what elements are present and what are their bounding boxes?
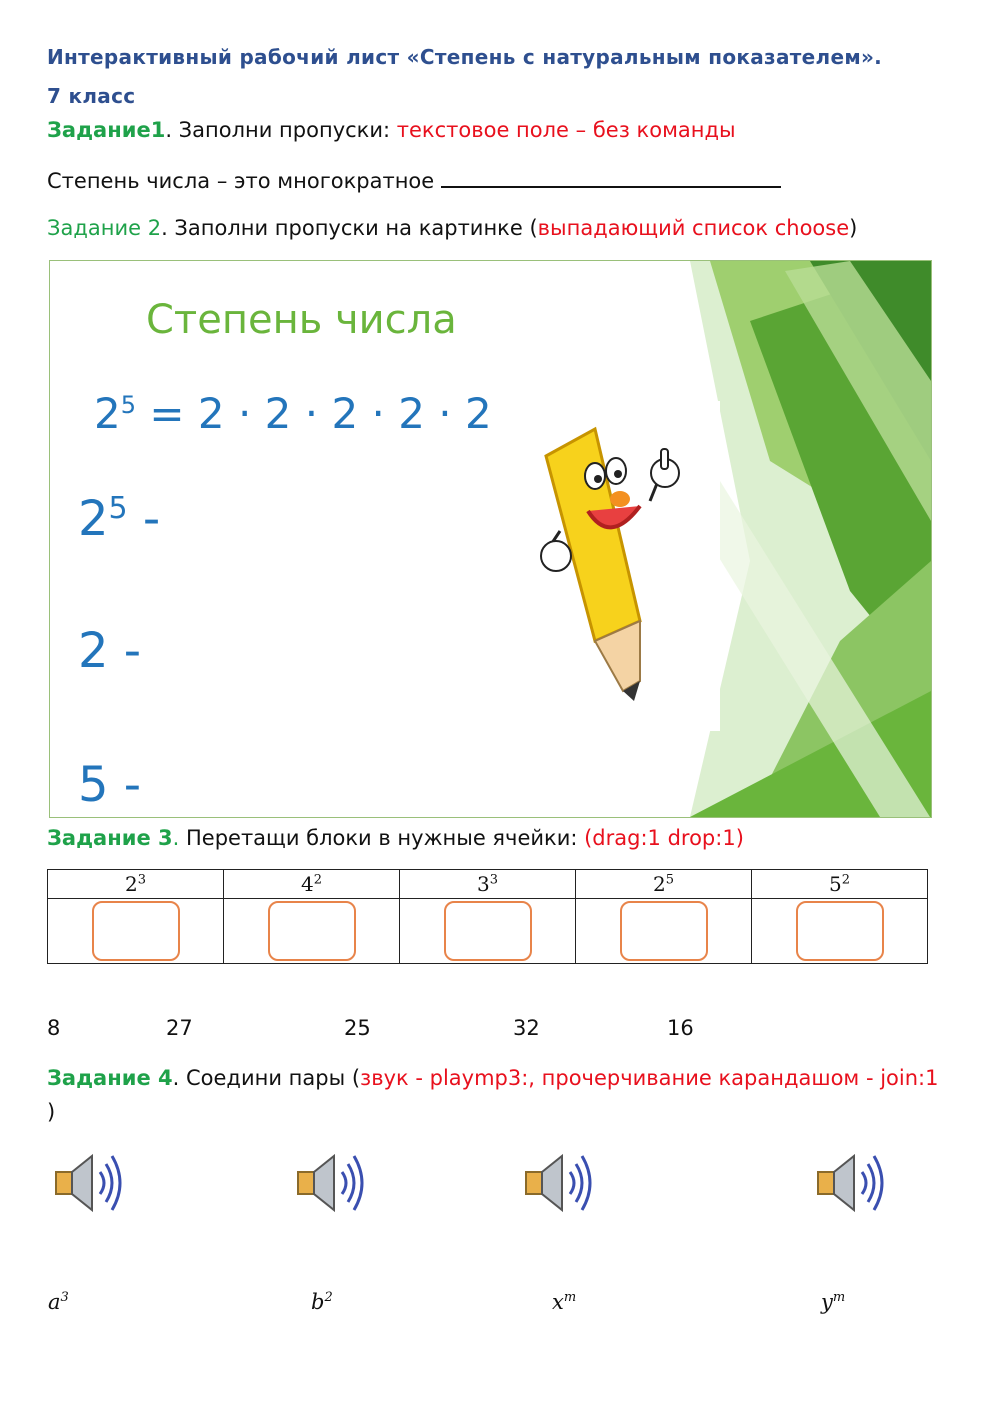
task1-heading: Задание1. Заполни пропуски: текстовое поле – без команды xyxy=(47,118,736,142)
drop-zone[interactable] xyxy=(92,901,180,961)
draggable-answer-block[interactable]: 16 xyxy=(667,1016,694,1040)
task3-heading: Задание 3. Перетащи блоки в нужные ячейки: (drag:1 drop:1) xyxy=(47,826,744,850)
task4-label: Задание 4 xyxy=(47,1066,173,1090)
slide-title: Степень числа xyxy=(146,297,457,343)
draggable-answer-block[interactable]: 32 xyxy=(513,1016,540,1040)
slide-row-power: $2^5$ - xyxy=(78,491,161,547)
speaker-icon[interactable] xyxy=(814,1150,886,1216)
worksheet-title: Интерактивный рабочий лист «Степень с натуральным показателем». xyxy=(47,45,883,69)
task1-sentence: Степень числа – это многократное xyxy=(47,168,781,193)
speaker-icon[interactable] xyxy=(522,1150,594,1216)
grade-label: 7 класс xyxy=(47,84,136,108)
join-item-variable[interactable]: $b^2$ xyxy=(311,1290,333,1314)
drop-zone[interactable] xyxy=(268,901,356,961)
slide-row-base: 2 - xyxy=(78,623,142,679)
drop-cell xyxy=(224,899,400,964)
task2-heading: Задание 2. Заполни пропуски на картинке (выпадающий список choose) xyxy=(47,216,858,240)
slide-equation: $2^5 = 2 \cdot 2 \cdot 2 \cdot 2 \cdot 2$ xyxy=(94,389,492,438)
power-slide-image xyxy=(49,260,932,818)
task4-heading-end: ) xyxy=(47,1100,56,1124)
task2-note: выпадающий список choose xyxy=(537,216,850,240)
draggable-answer-block[interactable]: 25 xyxy=(344,1016,371,1040)
table-header-cell: $3^3$ xyxy=(400,870,576,899)
speaker-icon[interactable] xyxy=(294,1150,366,1216)
task2-label: Задание 2 xyxy=(47,216,162,240)
pencil-character-icon xyxy=(488,401,720,731)
drop-zone[interactable] xyxy=(444,901,532,961)
join-item-variable[interactable]: $x^m$ xyxy=(552,1290,577,1314)
drop-cell xyxy=(752,899,928,964)
table-header-cell: $4^2$ xyxy=(224,870,400,899)
task3-note: (drag:1 drop:1) xyxy=(584,826,744,850)
drop-zone[interactable] xyxy=(796,901,884,961)
drop-cell xyxy=(400,899,576,964)
task4-heading: Задание 4. Соедини пары (звук - playmp3:, прочерчивание карандашом - join:1 xyxy=(47,1066,939,1090)
task3-label: Задание 3 xyxy=(47,826,173,850)
drop-cell xyxy=(48,899,224,964)
task4-note: звук - playmp3:, прочерчивание карандашом - join:1 xyxy=(360,1066,939,1090)
task1-label: Задание1 xyxy=(47,118,166,142)
draggable-answer-block[interactable]: 8 xyxy=(47,1016,61,1040)
join-item-variable[interactable]: $y^m$ xyxy=(821,1290,846,1314)
answer-blank-field[interactable] xyxy=(441,168,781,188)
slide-row-exponent: 5 - xyxy=(78,757,142,813)
powers-table xyxy=(47,869,928,964)
table-header-cell: $2^3$ xyxy=(48,870,224,899)
drop-zone[interactable] xyxy=(620,901,708,961)
join-item-variable[interactable]: $a^3$ xyxy=(48,1290,69,1314)
draggable-answer-block[interactable]: 27 xyxy=(166,1016,193,1040)
table-header-cell: $2^5$ xyxy=(576,870,752,899)
task1-note: текстовое поле – без команды xyxy=(396,118,736,142)
table-header-cell: $5^2$ xyxy=(752,870,928,899)
drop-cell xyxy=(576,899,752,964)
speaker-icon[interactable] xyxy=(52,1150,124,1216)
slide-green-decoration xyxy=(50,261,931,817)
